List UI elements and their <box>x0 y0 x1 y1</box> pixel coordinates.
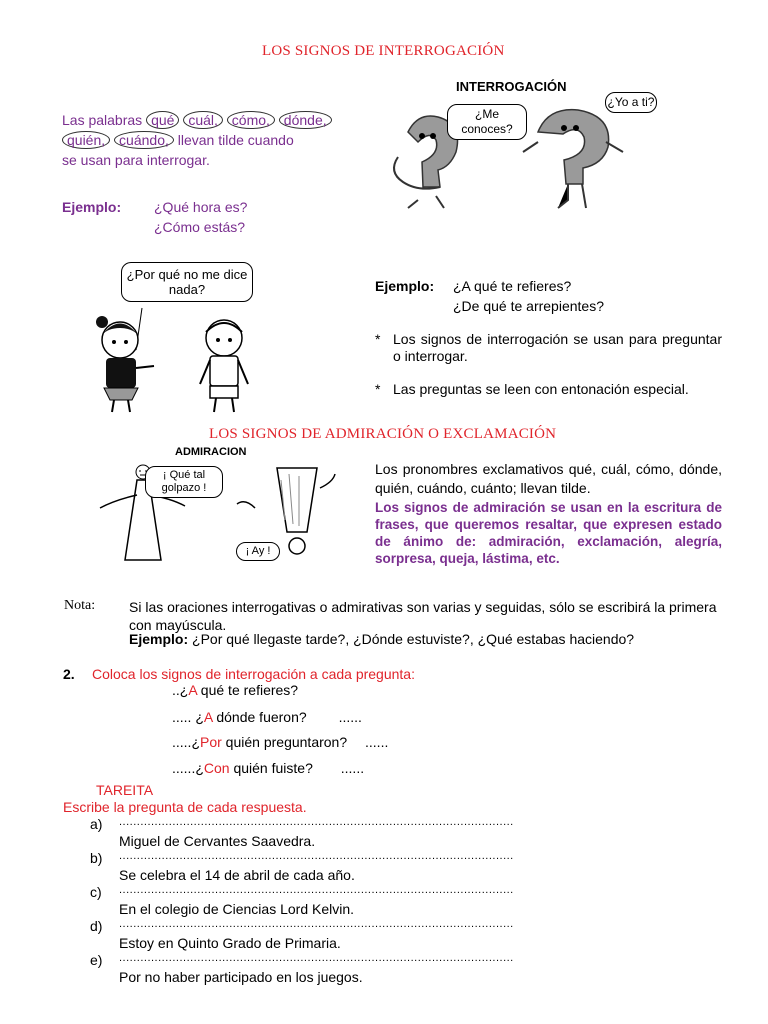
item-prefix: ..... ¿ <box>172 709 204 725</box>
bullet-2-text: Las preguntas se leen con entonación especial. <box>393 381 689 397</box>
item-answer: Se celebra el 14 de abril de cada año. <box>119 867 355 883</box>
item-letter: b) <box>90 850 103 866</box>
homework-item <box>90 816 670 850</box>
word-quien: quién, <box>62 131 110 149</box>
admiracion-image-title: ADMIRACION <box>175 446 247 458</box>
exercise-item-2 <box>172 709 362 725</box>
item-answer: Estoy en Quinto Grado de Primaria. <box>119 935 341 951</box>
intro-paragraph <box>62 110 362 170</box>
item-letter: a) <box>90 816 103 832</box>
word-que: qué <box>146 111 179 129</box>
item-prefix: ......¿ <box>172 760 204 776</box>
section-title-interrogacion: LOS SIGNOS DE INTERROGACIÓN <box>262 43 505 59</box>
item-rest: qué te refieres? <box>196 682 299 698</box>
item-word: A <box>203 709 213 725</box>
item-answer: Miguel de Cervantes Saavedra. <box>119 833 316 849</box>
exercise-number: 2. <box>63 666 75 682</box>
item-word: Por <box>200 734 222 750</box>
kids-illustration <box>92 300 272 420</box>
example-2: ¿Cómo estás? <box>154 219 246 235</box>
intro-line3: se usan para interrogar. <box>62 152 210 168</box>
bullet-mark: * <box>375 381 381 397</box>
item-rest: quién fuiste? <box>229 760 313 776</box>
intro-suffix: llevan tilde cuando <box>177 132 294 148</box>
answer-line[interactable]: ............................................................................................................... <box>119 816 514 828</box>
item-suffix: ...... <box>338 709 362 725</box>
exercise-item-1 <box>172 682 298 698</box>
homework-item <box>90 952 670 986</box>
word-donde: dónde, <box>279 111 332 129</box>
note-example <box>129 631 634 647</box>
admiracion-paragraph-2: Los signos de admiración se usan en la escritura de frases, que queremos resaltar, que expresen estado de ánimo de: admiración, exclamación, alegría, sorpresa, queja, lástima, etc. <box>375 500 722 566</box>
note-example-text: ¿Por qué llegaste tarde?, ¿Dónde estuviste?, ¿Qué estabas haciendo? <box>192 631 635 647</box>
interrogacion-image-title: INTERROGACIÓN <box>456 79 567 94</box>
item-answer: Por no haber participado en los juegos. <box>119 969 363 985</box>
answer-line[interactable]: ............................................................................................................... <box>119 850 514 862</box>
example-label: Ejemplo: <box>62 199 122 215</box>
item-letter: e) <box>90 952 103 968</box>
example2-2: ¿De qué te arrepientes? <box>453 298 604 314</box>
homework-title: TAREITA <box>96 782 154 798</box>
item-suffix: ...... <box>340 760 365 776</box>
item-word: Con <box>203 760 230 776</box>
homework-list <box>90 816 670 986</box>
homework-item <box>90 884 670 918</box>
answer-line[interactable]: ............................................................................................................... <box>119 918 514 930</box>
item-suffix: ...... <box>365 734 389 750</box>
word-como: cómo, <box>227 111 275 129</box>
bullet-1 <box>375 331 722 365</box>
example2-label: Ejemplo: <box>375 278 435 294</box>
exercise-item-3 <box>172 734 388 750</box>
bubble-que-tal-golpazo: ¡ Qué tal golpazo ! <box>145 466 223 498</box>
exercise-item-4 <box>172 760 364 776</box>
bubble-yo-a-ti: ¿Yo a ti? <box>605 92 657 113</box>
note-text: Si las oraciones interrogativas o admirativas son varias y seguidas, sólo se escribirá la primera con mayúscula. <box>129 599 717 633</box>
homework-instruction: Escribe la pregunta de cada respuesta. <box>63 799 307 815</box>
example2-1: ¿A qué te refieres? <box>453 278 572 294</box>
word-cuando: cuándo, <box>114 131 174 149</box>
answer-line[interactable]: ............................................................................................................... <box>119 952 514 964</box>
item-rest: quién preguntaron? <box>221 734 348 750</box>
bullet-mark: * <box>375 331 381 347</box>
note-label: Nota: <box>64 598 96 613</box>
intro-prefix: Las palabras <box>62 112 143 128</box>
item-letter: c) <box>90 884 102 900</box>
admiracion-paragraph-1: Los pronombres exclamativos qué, cuál, cómo, dónde, quién, cuándo, cuánto; llevan tilde. <box>375 461 722 496</box>
item-word: A <box>188 682 197 698</box>
bubble-ay: ¡ Ay ! <box>236 542 280 561</box>
item-letter: d) <box>90 918 103 934</box>
item-prefix: ..¿ <box>172 682 189 698</box>
bubble-por-que: ¿Por qué no me dice nada? <box>121 262 253 302</box>
section-title-admiracion: LOS SIGNOS DE ADMIRACIÓN O EXCLAMACIÓN <box>209 426 557 442</box>
note-example-label: Ejemplo: <box>129 631 189 647</box>
exercise-instruction: Coloca los signos de interrogación a cada pregunta: <box>92 666 415 682</box>
homework-item <box>90 918 670 952</box>
bubble-me-conoces: ¿Me conoces? <box>447 104 527 140</box>
bullet-1-text: Los signos de interrogación se usan para preguntar o interrogar. <box>393 331 722 364</box>
bullet-2 <box>375 381 722 398</box>
homework-item <box>90 850 670 884</box>
example-1: ¿Qué hora es? <box>154 199 248 215</box>
answer-line[interactable]: ............................................................................................................... <box>119 884 514 896</box>
item-answer: En el colegio de Ciencias Lord Kelvin. <box>119 901 355 917</box>
item-prefix: .....¿ <box>172 734 200 750</box>
item-rest: dónde fueron? <box>212 709 307 725</box>
word-cual: cuál, <box>183 111 223 129</box>
